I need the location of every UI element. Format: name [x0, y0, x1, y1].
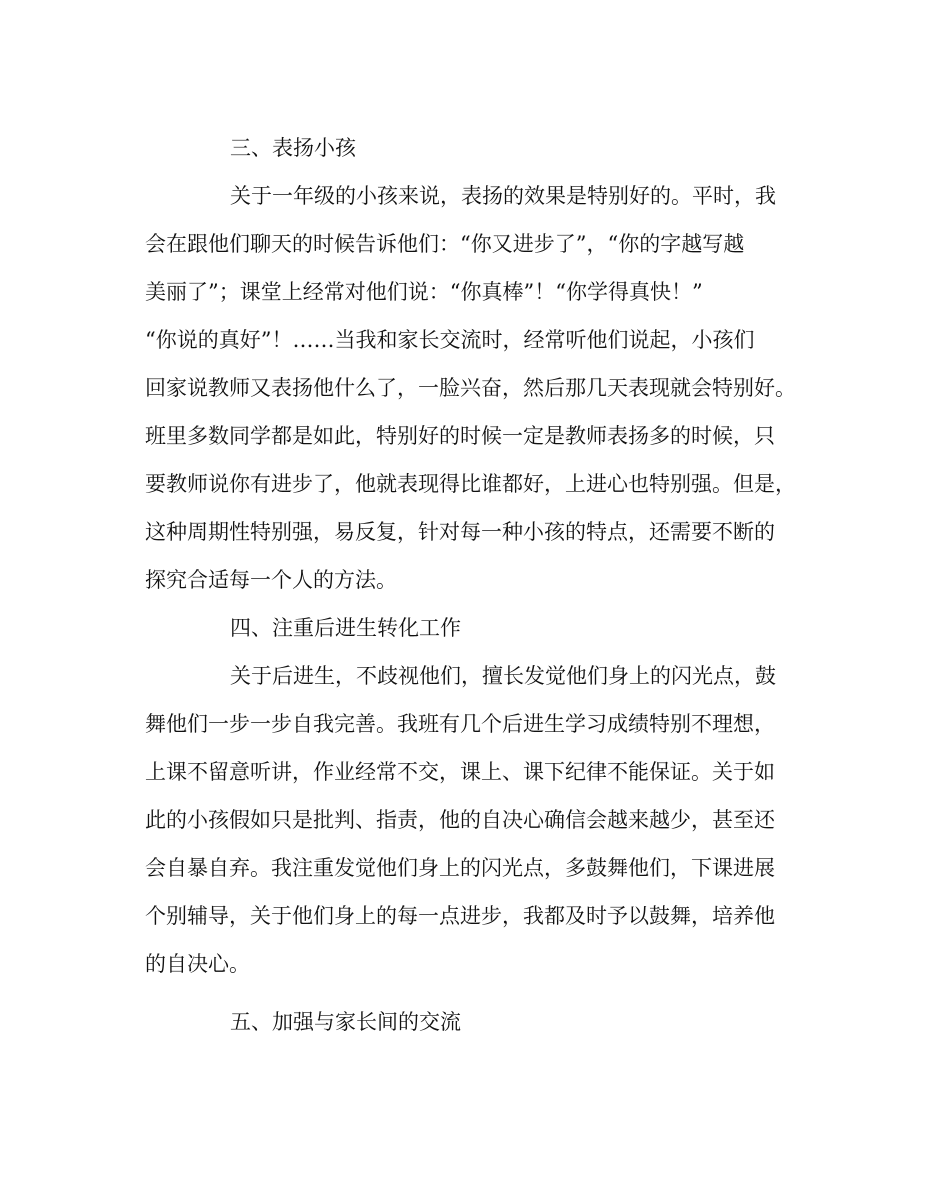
paragraph-line: 这种周期性特别强，易反复，针对每一种小孩的特点，还需要不断的: [145, 520, 775, 544]
paragraph-line: 回家说教师又表扬他什么了，一脸兴奋，然后那几天表现就会特别好。: [145, 376, 796, 400]
section-heading-parents: 五、加强与家长间的交流: [230, 1010, 461, 1034]
paragraph-line: 关于一年级的小孩来说，表扬的效果是特别好的。平时，我: [230, 184, 776, 208]
paragraph-line: 班里多数同学都是如此，特别好的时候一定是教师表扬多的时候，只: [145, 424, 775, 448]
paragraph-line: “你说的真好”！……当我和家长交流时，经常听他们说起，小孩们: [145, 328, 755, 352]
paragraph-line: 上课不留意听讲，作业经常不交，课上、课下纪律不能保证。关于如: [145, 760, 775, 784]
paragraph-line: 要教师说你有进步了，他就表现得比谁都好，上进心也特别强。但是，: [145, 472, 796, 496]
paragraph-line: 此的小孩假如只是批判、指责，他的自决心确信会越来越少，甚至还: [145, 808, 775, 832]
section-heading-underachievers: 四、注重后进生转化工作: [230, 616, 461, 640]
section-heading-praise: 三、表扬小孩: [230, 136, 356, 160]
paragraph-line: 的自决心。: [145, 952, 250, 976]
paragraph-line: 个别辅导，关于他们身上的每一点进步，我都及时予以鼓舞，培养他: [145, 904, 775, 928]
paragraph-line: 关于后进生，不歧视他们，擅长发觉他们身上的闪光点，鼓: [230, 664, 776, 688]
paragraph-line: 会自暴自弃。我注重发觉他们身上的闪光点，多鼓舞他们，下课进展: [145, 856, 775, 880]
paragraph-line: 探究合适每一个人的方法。: [145, 568, 397, 592]
paragraph-line: 会在跟他们聊天的时候告诉他们：“你又进步了”，“你的字越写越: [145, 232, 745, 256]
paragraph-line: 舞他们一步一步自我完善。我班有几个后进生学习成绩特别不理想，: [145, 712, 775, 736]
paragraph-line: 美丽了”；课堂上经常对他们说：“你真棒”！“你学得真快！”: [145, 280, 703, 304]
